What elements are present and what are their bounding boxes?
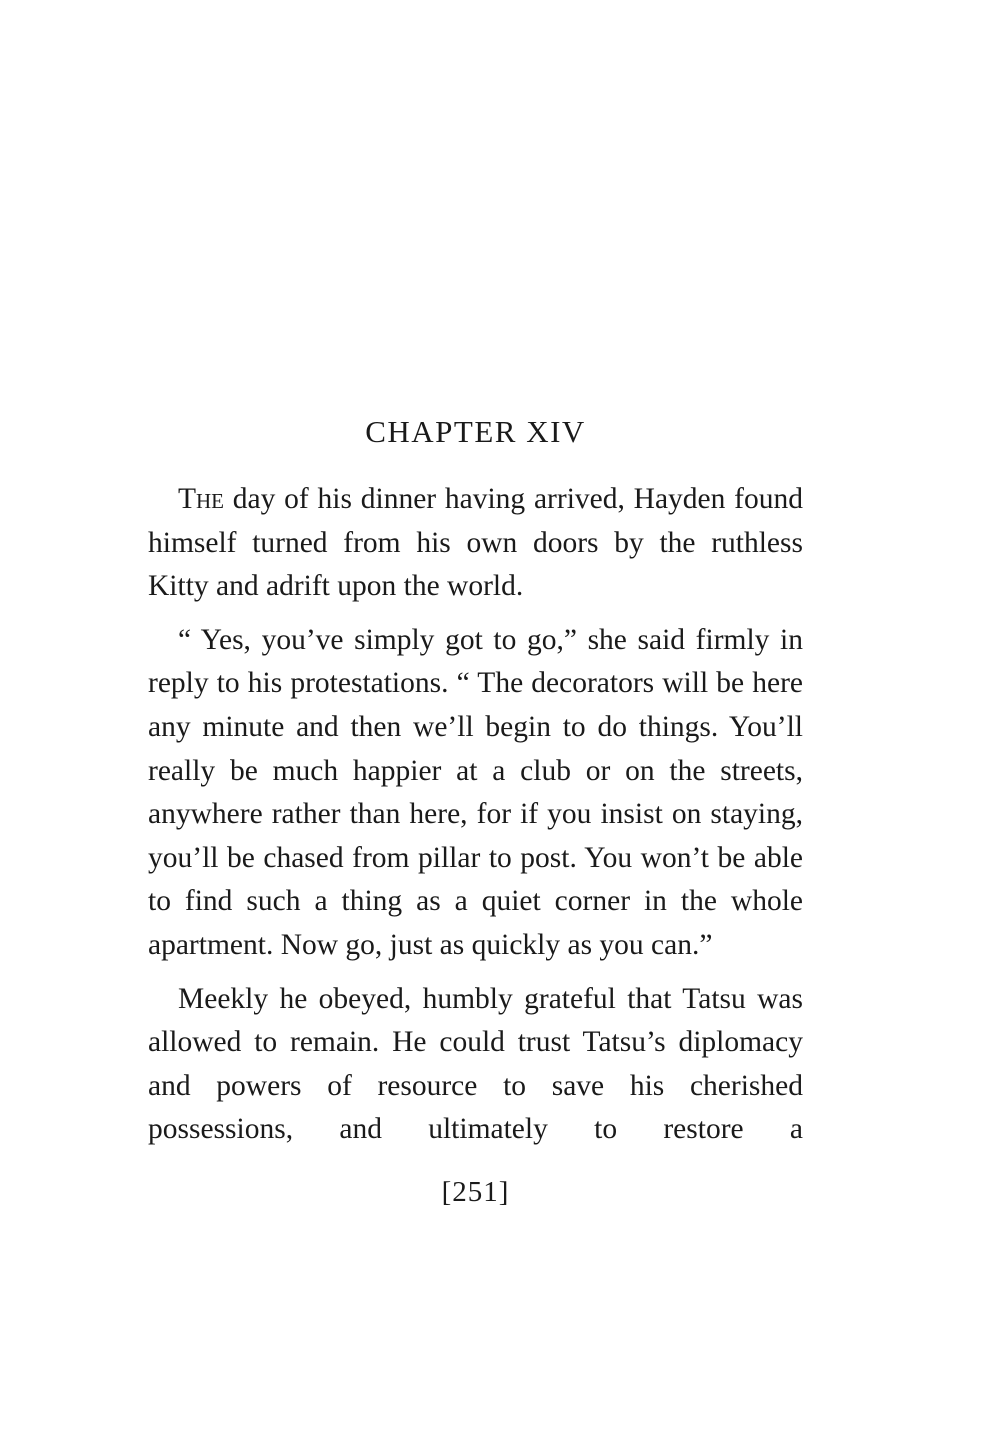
paragraph-1 — [148, 478, 803, 609]
paragraph-1-lead-word: The — [178, 483, 225, 515]
paragraph-2-text: “ Yes, you’ve simply got to go,” she said firmly in reply to his protestations. “ The decorators will be here any minute and then we’ll begin to do things. You’ll really be much happier at a club or on the streets, anywhere rather than here, for if you insist on staying, you’ll be chased from pillar to post. You won’t be able to find such a thing as a quiet corner in the whole apartment. Now go, just as quickly as you can.” — [148, 623, 803, 961]
paragraph-3-text: Meekly he obeyed, humbly grateful that Tatsu was allowed to remain. He could trust Tatsu’s diplomacy and powers of resource to save his cherished possessions, and ultimately to restore a — [148, 982, 803, 1146]
page-number: [251] — [441, 1176, 510, 1208]
paragraph-2 — [148, 619, 803, 968]
chapter-body — [148, 478, 803, 1162]
paragraph-3 — [148, 978, 803, 1152]
paragraph-1-text: day of his dinner having arrived, Hayden found himself turned from his own doors by the ruthless Kitty and adrift upon the world. — [148, 483, 803, 603]
chapter-heading: CHAPTER XIV — [365, 414, 586, 449]
